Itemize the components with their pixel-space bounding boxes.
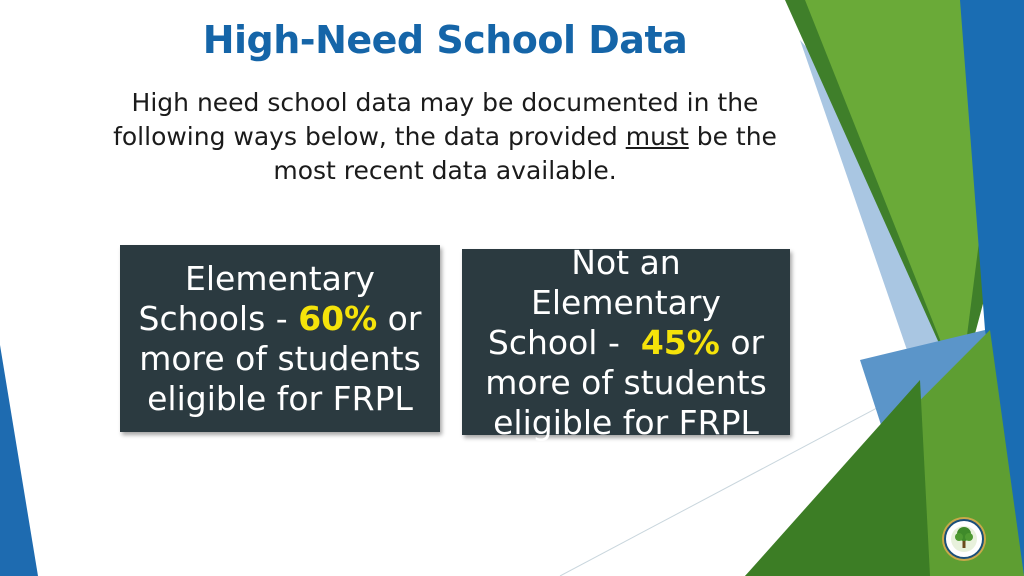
box2-line3: more of students: [485, 363, 767, 402]
box1-line2-pre: Schools -: [138, 299, 299, 338]
intro-text-2: be the most recent data available.: [273, 122, 777, 185]
box2-line2-pre: School -: [487, 323, 641, 362]
slide-title: High-Need School Data: [202, 18, 688, 62]
intro-text-1: High need school data may be documented in the following ways below, the data provided: [113, 88, 759, 151]
box1-line4: eligible for FRPL: [147, 379, 413, 418]
box2-line1: Elementary: [531, 283, 721, 322]
box1-line3: more of students: [139, 339, 421, 378]
box2-line4: eligible for FRPL: [493, 403, 759, 442]
non-elementary-criteria-box: [462, 243, 790, 442]
box2-line0: Not an: [571, 243, 681, 282]
left-blue-shape: [0, 345, 38, 576]
department-seal-icon: [941, 516, 987, 562]
box1-line1: Elementary: [185, 259, 375, 298]
elementary-criteria-box: [120, 245, 440, 432]
box1-line2: [120, 299, 440, 339]
intro-paragraph: [100, 86, 790, 188]
intro-underlined-word: must: [625, 122, 689, 151]
box2-line2-post: or: [719, 323, 765, 362]
box1-line2-post: or: [377, 299, 422, 338]
box2-line2: [462, 323, 790, 363]
box2-percent: 45%: [640, 323, 720, 362]
box1-percent: 60%: [298, 299, 378, 338]
